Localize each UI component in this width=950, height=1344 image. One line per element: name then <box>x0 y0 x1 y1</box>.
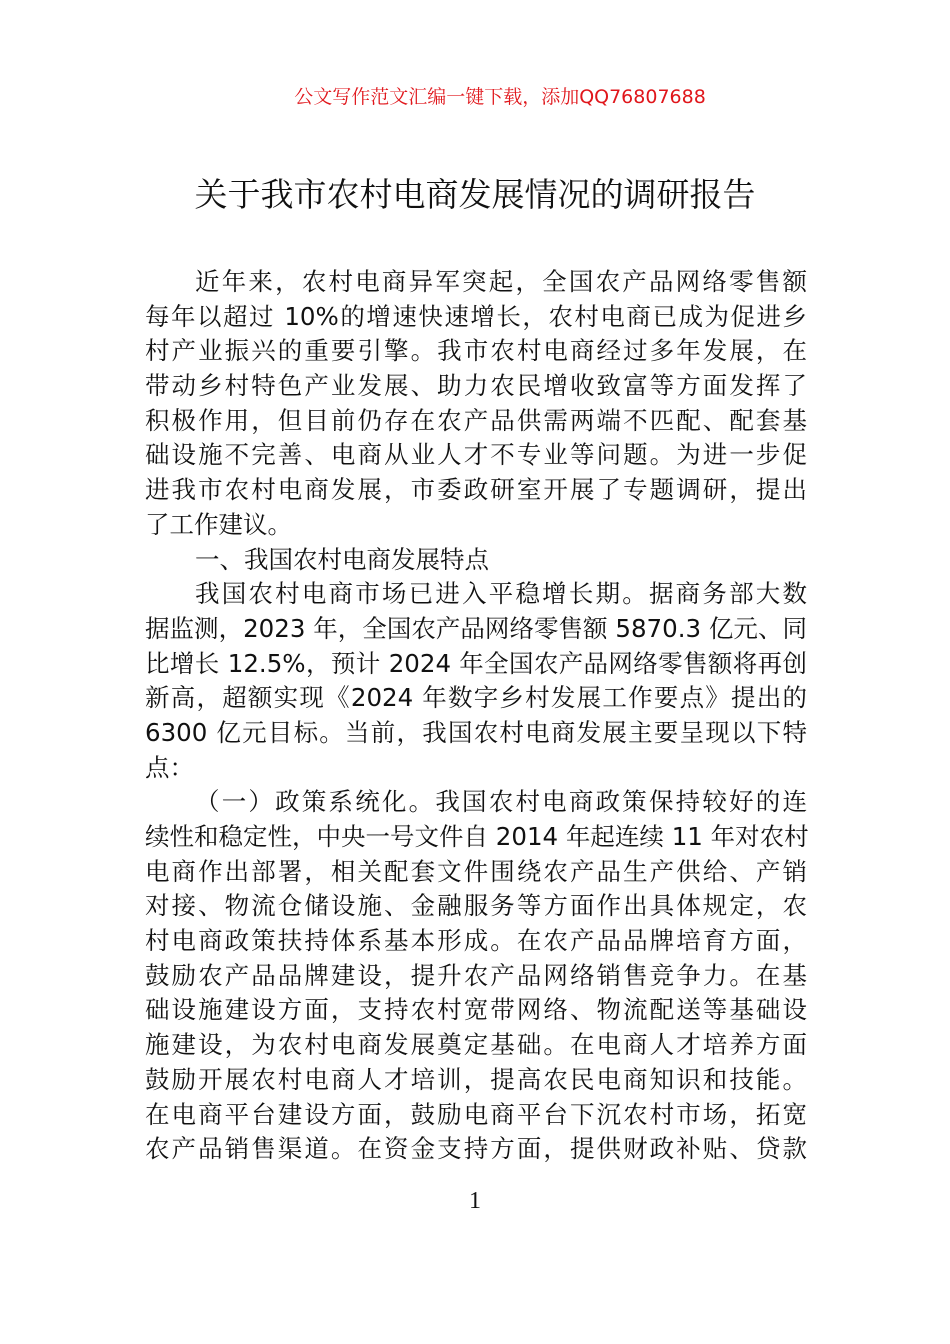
text-line: 村产业振兴的重要引擎。我市农村电商经过多年发展，在 <box>145 336 807 366</box>
text-line: （一）政策系统化。我国农村电商政策保持较好的连 <box>195 787 807 817</box>
text-line: 础设施不完善、电商从业人才不专业等问题。为进一步促 <box>145 440 807 470</box>
text-line: 点： <box>145 752 194 782</box>
page-number: 1 <box>469 1188 481 1214</box>
section-heading <box>145 543 807 578</box>
text-line: 6300 亿元目标。当前，我国农村电商发展主要呈现以下特 <box>145 717 807 747</box>
document-title: 关于我市农村电商发展情况的调研报告 <box>194 175 756 214</box>
text-line: 鼓励农产品品牌建设，提升农产品网络销售竞争力。在基 <box>145 960 807 990</box>
text-line: 电商作出部署，相关配套文件围绕农产品生产供给、产销 <box>145 856 807 886</box>
paragraph <box>145 577 807 785</box>
download-banner-link[interactable]: 公文写作范文汇编一键下载，添加QQ76807688 <box>294 86 706 108</box>
text-line: 了工作建议。 <box>145 509 292 539</box>
text-line: 续性和稳定性，中央一号文件自 2014 年起连续 11 年对农村 <box>145 822 809 851</box>
text-line: 一、我国农村电商发展特点 <box>195 544 489 574</box>
text-line: 比增长 12.5%，预计 2024 年全国农产品网络零售额将再创 <box>145 648 807 678</box>
text-line: 带动乡村特色产业发展、助力农民增收致富等方面发挥了 <box>145 371 807 401</box>
text-line: 我国农村电商市场已进入平稳增长期。据商务部大数 <box>195 579 807 609</box>
text-line: 积极作用，但目前仍存在农产品供需两端不匹配、配套基 <box>145 405 807 435</box>
text-line: 在电商平台建设方面，鼓励电商平台下沉农村市场，拓宽 <box>145 1099 807 1129</box>
text-line: 村电商政策扶持体系基本形成。在农产品品牌培育方面， <box>145 926 807 956</box>
paragraph <box>145 785 807 1167</box>
text-line: 每年以超过 10%的增速快速增长，农村电商已成为促进乡 <box>145 301 807 331</box>
text-line: 新高，超额实现《2024 年数字乡村发展工作要点》提出的 <box>145 683 807 713</box>
text-line: 鼓励开展农村电商人才培训，提高农民电商知识和技能。 <box>145 1064 807 1094</box>
text-line: 础设施建设方面，支持农村宽带网络、物流配送等基础设 <box>145 995 807 1025</box>
document-body <box>145 265 807 1167</box>
text-line: 进我市农村电商发展，市委政研室开展了专题调研，提出 <box>145 475 807 505</box>
text-line: 近年来，农村电商异军突起，全国农产品网络零售额 <box>195 267 807 296</box>
text-line: 据监测，2023 年，全国农产品网络零售额 5870.3 亿元、同 <box>145 613 807 643</box>
text-line: 施建设，为农村电商发展奠定基础。在电商人才培养方面 <box>145 1030 807 1060</box>
paragraph <box>145 265 807 543</box>
text-line: 农产品销售渠道。在资金支持方面，提供财政补贴、贷款 <box>145 1134 807 1164</box>
text-line: 对接、物流仓储设施、金融服务等方面作出具体规定，农 <box>145 891 807 921</box>
